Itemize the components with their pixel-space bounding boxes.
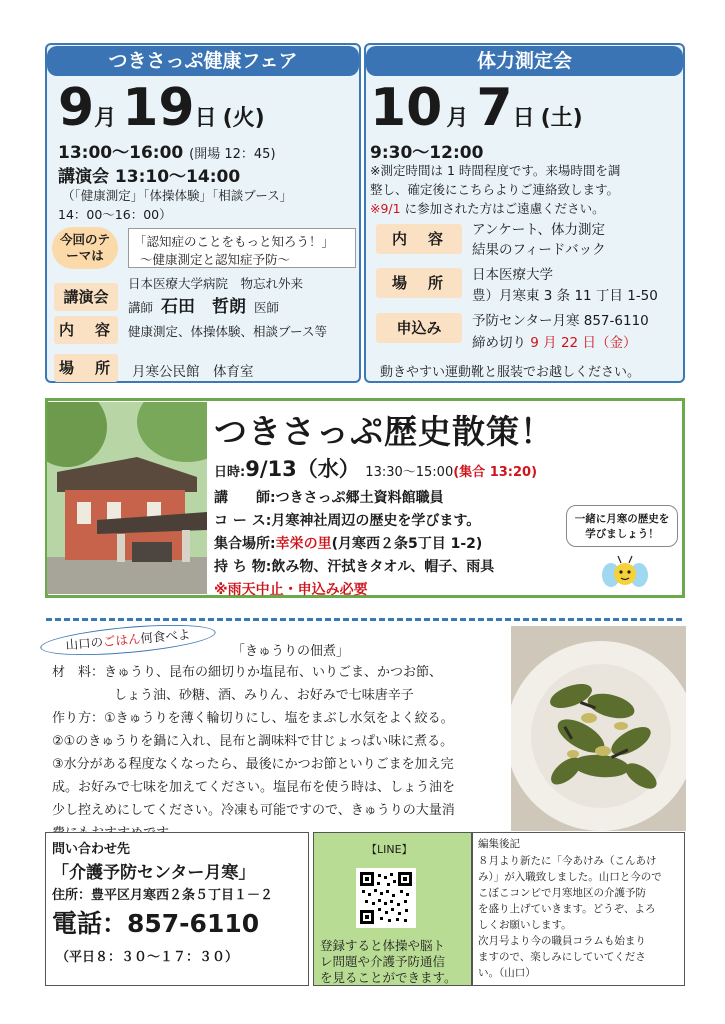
theme-badge (52, 227, 118, 269)
contact-address: 住所：豊平区月寒西２条５丁目１－２ (52, 888, 274, 903)
fair-lecture-org: 日本医療大学病院 物忘れ外来 (128, 276, 304, 291)
fair-content-label: 内 容 (54, 316, 118, 344)
section-divider (46, 618, 682, 621)
postscript-heading: 編集後記 (478, 838, 520, 850)
building-photo (47, 402, 207, 594)
fitness-content-label: 内 容 (376, 224, 462, 254)
qr-code-icon[interactable] (356, 868, 416, 928)
fitness-apply-label: 申込み (376, 313, 462, 343)
contact-phone: 電話：857-6110 (52, 909, 260, 938)
line-text-3: を見ることができます。 (320, 970, 457, 985)
line-text-2: レ問題や介護予防通信 (320, 954, 446, 969)
fair-place-label: 場 所 (54, 354, 118, 382)
walk-meeting-place: 集合場所:幸栄の里(月寒西２条5丁目 1-2) (214, 536, 483, 552)
fair-content-value: 健康測定、体操体験、相談ブース等 (128, 324, 328, 339)
fitness-footer: 動きやすい運動靴と服装でお越しください。 (380, 365, 641, 380)
fitness-note-3: ※9/1 に参加された方はご遠慮ください。 (370, 201, 605, 216)
recipe-tag: 山口のごはん何食べよ (39, 619, 217, 660)
postscript-line: み）」が入職致しました。山口と今ので (478, 871, 662, 883)
fair-lecturer: 講師 石田 哲朗 医師 (128, 297, 279, 317)
fair-time: 13:00〜16:00 (開場 12：45) (58, 143, 276, 163)
fitness-date: 10 月 7日 (土) (370, 78, 583, 138)
line-text-1: 登録すると体操や脳ト (320, 938, 446, 953)
postscript-line: を盛り上げていきます。どうぞ、よろ (478, 903, 656, 915)
recipe-ingredients-2: しょう油、砂糖、酒、みりん、お好みで七味唐辛子 (114, 688, 414, 703)
theme-line1: 「認知症のことをもっと知ろう！」 (134, 234, 335, 249)
walk-course: コ ー ス:月寒神社周辺の歴史を学びます。 (214, 513, 481, 529)
fitness-place-label: 場 所 (376, 268, 462, 298)
fitness-header: 体力測定会 (366, 46, 683, 76)
fair-activities: （「健康測定」「体操体験」「相談ブース」 (62, 188, 293, 203)
recipe-step: ③水分がある程度なくなったら、最後にかつお節といりごまを加え完 (52, 757, 454, 772)
postscript-line: い。（山口） (478, 967, 536, 979)
fair-date: 9月 19日 (火) (58, 78, 265, 138)
line-heading: 【LINE】 (366, 843, 413, 856)
fitness-note-2: 整し、確定後にこちらよりご連絡致します。 (370, 182, 620, 197)
fitness-apply-2: 締め切り 9 月 22 日（金） (472, 335, 637, 351)
fitness-content-1: アンケート、体力測定 (472, 222, 605, 238)
fitness-apply-1: 予防センター月寒 857-6110 (472, 313, 649, 329)
fitness-time: 9:30〜12:00 (370, 143, 484, 163)
fair-lecture-label: 講演会 (54, 283, 118, 311)
walk-items: 持 ち 物:飲み物、汗拭きタオル、帽子、雨具 (214, 559, 495, 575)
postscript-line: ８月より新たに「今あけみ（こんあけ (478, 855, 657, 867)
speech-bubble: 一緒に月寒の歴史を 学びましょう！ (566, 505, 678, 547)
fair-place-value: 月寒公民館 体育室 (132, 364, 254, 380)
walk-lecturer: 講 師:つきさっぷ郷土資料館職員 (214, 490, 444, 506)
recipe-ingredients-1: 材 料：きゅうり、昆布の細切りか塩昆布、いりごま、かつお節、 (52, 665, 443, 680)
health-fair-header: つきさっぷ健康フェア (47, 46, 359, 76)
recipe-photo (511, 626, 686, 831)
recipe-step: 作り方：①きゅうりを薄く輪切りにし、塩をまぶし水気をよく絞る。 (52, 711, 454, 726)
walk-title: つきさっぷ歴史散策！ (214, 412, 554, 451)
postscript-line: しくお願いします。 (478, 919, 572, 931)
contact-hours: （平日８：３０〜１７：３０） (56, 950, 239, 965)
fair-lecture-time: 講演会 13:10〜14:00 (58, 167, 241, 187)
walk-note: ※雨天中止・申込み必要 (214, 582, 368, 598)
fitness-place-2: 豊）月寒東 3 条 11 丁目 1-50 (472, 288, 658, 304)
contact-heading: 問い合わせ先 (52, 842, 131, 857)
postscript-line: 次月号より今の職員コラムも始まり (478, 935, 646, 947)
theme-line2: 〜健康測定と認知症予防〜 (140, 252, 291, 267)
theme-label: 今回のテーマは (59, 232, 110, 263)
bee-mascot-icon (601, 553, 649, 593)
fitness-note-1: ※測定時間は 1 時間程度です。来場時間を調 (370, 163, 621, 178)
postscript-line: ますので、楽しみにしていてくださ (478, 951, 646, 963)
fitness-content-2: 結果のフィードバック (472, 242, 606, 258)
walk-date: 日時:9/13（水） 13:30〜15:00(集合 13:20) (214, 457, 538, 481)
recipe-step: 少し控えめにしてください。冷凍も可能ですので、きゅうりの大量消 (52, 803, 455, 818)
recipe-step: 成。お好みで七味を加えてください。塩昆布を使う時は、しょう油を (52, 780, 456, 795)
contact-name: 「介護予防センター月寒」 (52, 863, 256, 883)
fair-activities-time: 14：00〜16：00） (58, 207, 172, 222)
recipe-dish: 「きゅうりの佃煮」 (232, 644, 350, 659)
fitness-place-1: 日本医療大学 (472, 267, 553, 283)
recipe-step: ②①のきゅうりを鍋に入れ、昆布と調味料で甘じょっぱい味に煮る。 (52, 734, 454, 749)
postscript-line: こぼこコンビで月寒地区の介護予防 (478, 887, 646, 899)
